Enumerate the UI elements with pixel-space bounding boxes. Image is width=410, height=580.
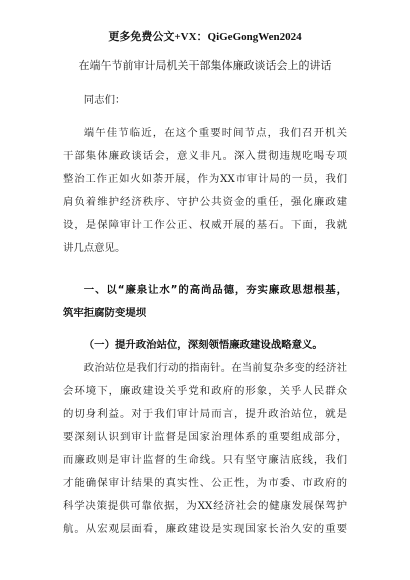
paragraph-line: 整治工作正如火如荼开展，作为XX市审计局的一员，我们 (63, 172, 347, 185)
greeting: 同志们： (83, 93, 126, 106)
paragraph-line: 讲几点意见。 (63, 241, 126, 254)
paragraph-line: 端午佳节临近，在这个重要时间节点，我们召开机关 (83, 126, 347, 139)
paragraph-line: 才能确保审计结果的真实性、公正性，为市委、市政府的 (63, 476, 347, 489)
document-title: 在端午节前审计局机关干部集体廉政谈话会上的讲话 (78, 59, 332, 72)
section-heading-line: 一、以“廉泉让水”的高尚品德，夯实廉政思想根基， (83, 283, 347, 296)
paragraph-line: 航。从宏观层面看，廉政建设是实现国家长治久安的重要 (63, 522, 347, 535)
paragraph-line: 的切身利益。对于我们审计局而言，提升政治站位，就是 (63, 407, 347, 420)
header-note: 更多免费公文+VX：QiGeGongWen2024 (108, 31, 302, 43)
intro-paragraph (63, 122, 347, 260)
section-heading (63, 279, 347, 325)
paragraph-line: 要深刻认识到审计监督是国家治理体系的重要组成部分， (63, 430, 347, 443)
paragraph-line: 设，是保障审计工作公正、权威开展的基石。下面，我就 (63, 218, 347, 231)
paragraph-line: 会环境下，廉政建设关乎党和政府的形象，关乎人民群众 (63, 384, 347, 397)
paragraph-line: 干部集体廉政谈话会，意义非凡。深入贯彻违规吃喝专项 (63, 149, 347, 162)
paragraph-line: 政治站位是我们行动的指南针。在当前复杂多变的经济社 (83, 361, 347, 374)
subsection-paragraph (63, 357, 347, 541)
paragraph-line: 科学决策提供可靠依据，为XX经济社会的健康发展保驾护 (63, 499, 347, 512)
subsection-heading-block (63, 334, 347, 357)
greeting-block (63, 89, 347, 112)
paragraph-line: 肩负着维护经济秩序、守护公共资金的重任，强化廉政建 (63, 195, 347, 208)
subsection-heading: （一）提升政治站位，深刻领悟廉政建设战略意义。 (83, 338, 323, 351)
section-heading-line: 筑牢拒腐防变堤坝 (63, 306, 147, 319)
paragraph-line: 而廉政则是审计监督的生命线。只有坚守廉洁底线，我们 (63, 453, 347, 466)
